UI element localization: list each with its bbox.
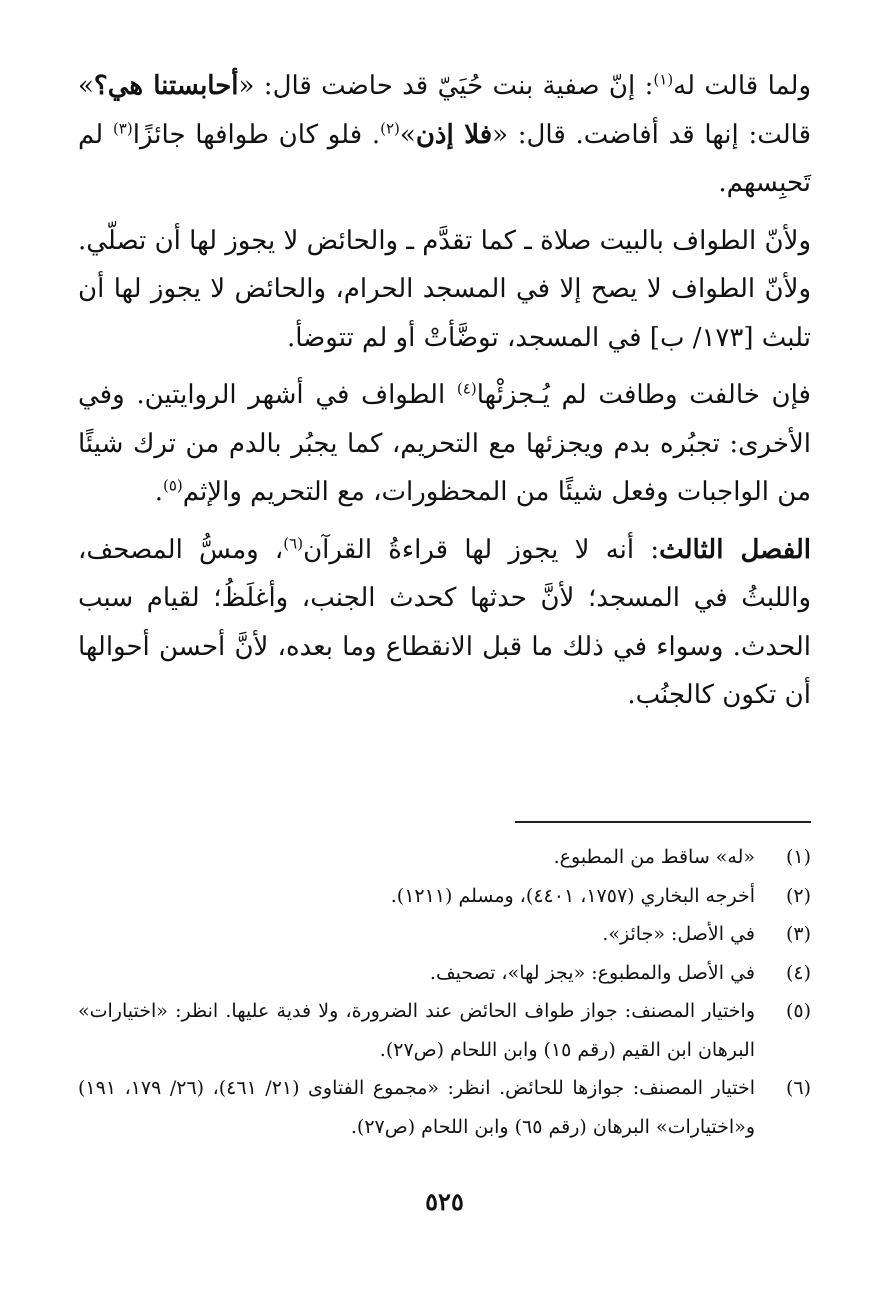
footnotes-section	[78, 838, 811, 1146]
footnote-text: اختيار المصنف: جوازها للحائض. انظر: «مجموع الفتاوى (٢١/ ٤٦١)، (٢٦/ ١٧٩، ١٩١) و«اختيارات» البرهان (رقم ٦٥) وابن اللحام (ص٢٧).	[78, 1077, 755, 1138]
paragraph-1-text-d: . فلو كان طوافها جائزًا	[132, 119, 381, 150]
footnote-1	[78, 838, 811, 877]
paragraph-1-text-b: : إنّ صفية بنت حُيَيّ قد حاضت قال: «	[238, 71, 654, 101]
paragraph-1-text-c: » قالت: إنها قد أفاضت. قال: «	[78, 71, 812, 150]
footnote-number: (٢)	[785, 884, 811, 907]
footnote-number: (٥)	[785, 1000, 811, 1022]
footnote-separator	[515, 821, 811, 823]
footnote-text: في الأصل: «جائز».	[602, 923, 755, 945]
footnote-text: «له» ساقط من المطبوع.	[553, 846, 755, 868]
footnote-ref-5[interactable]: (٥)	[162, 476, 183, 495]
paragraph-1-text-a: ولما قالت له	[673, 71, 812, 101]
section-heading-third-chapter: الفصل الثالث	[659, 534, 811, 565]
footnote-text: في الأصل والمطبوع: «يجز لها»، تصحيف.	[429, 961, 755, 984]
footnote-6	[78, 1069, 811, 1146]
book-page	[78, 62, 811, 1262]
paragraph-4-text-b: ، ومسُّ المصحف، واللبثُ في المسجد؛ لأنَّ حدثها كحدث الجنب، وأغلَظُ؛ لقيام سبب الحدث. وسواء في ذلك ما قبل الانقطاع وما بعده، لأنَّ أحسن أحوالها أن تكون كالجنُب.	[78, 534, 811, 710]
paragraph-3-text-c: .	[154, 477, 163, 507]
quote-ahabisatuna: أحابستنا هي؟	[93, 71, 239, 101]
footnote-ref-6[interactable]: (٦)	[283, 533, 304, 552]
footnote-3	[78, 915, 811, 954]
footnote-number: (٦)	[785, 1077, 811, 1099]
paragraph-2: ولأنّ الطواف بالبيت صلاة ـ كما تقدَّم ـ والحائض لا يجوز لها أن تصلّي. ولأنّ الطواف لا يصح إلا في المسجد الحرام، والحائض لا يجوز لها أن تلبث [١٧٣/ ب] في المسجد، توضَّأتْ أو لم تتوضأ.	[77, 225, 811, 353]
footnote-2	[78, 877, 811, 916]
paragraph-4	[78, 526, 811, 720]
paragraph-4-text-a: : أنه لا يجوز لها قراءةُ القرآن	[303, 534, 660, 565]
footnote-5	[78, 992, 811, 1069]
quote-fala-idhan: فلا إذن	[415, 119, 493, 150]
paragraph-1-text-e: لم تَحبِسهم.	[78, 119, 811, 198]
footnote-number: (١)	[785, 846, 811, 868]
footnote-4	[78, 954, 811, 993]
paragraph-1-quote-close: »	[399, 119, 416, 150]
footnote-ref-4[interactable]: (٤)	[456, 379, 477, 398]
paragraph-3	[78, 371, 811, 517]
footnote-number: (٤)	[785, 961, 811, 984]
footnote-ref-1[interactable]: (١)	[653, 70, 674, 89]
paragraph-3-text-a: فإن خالفت وطافت لم يُـجزئْها	[476, 380, 811, 410]
page-number: ٥٢٥	[425, 1187, 464, 1216]
footnote-text: واختيار المصنف: جواز طواف الحائض عند الضرورة، ولا فدية عليها. انظر: «اختيارات» البرهان ابن القيم (رقم ١٥) وابن اللحام (ص٢٧).	[78, 1000, 755, 1061]
footnote-ref-3[interactable]: (٣)	[112, 118, 133, 137]
footnote-text: أخرجه البخاري (١٧٥٧، ٤٤٠١)، ومسلم (١٢١١).	[390, 884, 755, 907]
paragraph-3-text-b: الطواف في أشهر الروايتين. وفي الأخرى: تجبُره بدم ويجزئها مع التحريم، كما يجبُر بالدم من ترك شيئًا من الواجبات وفعل شيئًا من المحظورات، مع التحريم والإثم	[78, 380, 811, 507]
footnote-number: (٣)	[785, 923, 811, 945]
paragraph-1	[78, 62, 811, 208]
footnote-ref-2[interactable]: (٢)	[380, 118, 400, 137]
